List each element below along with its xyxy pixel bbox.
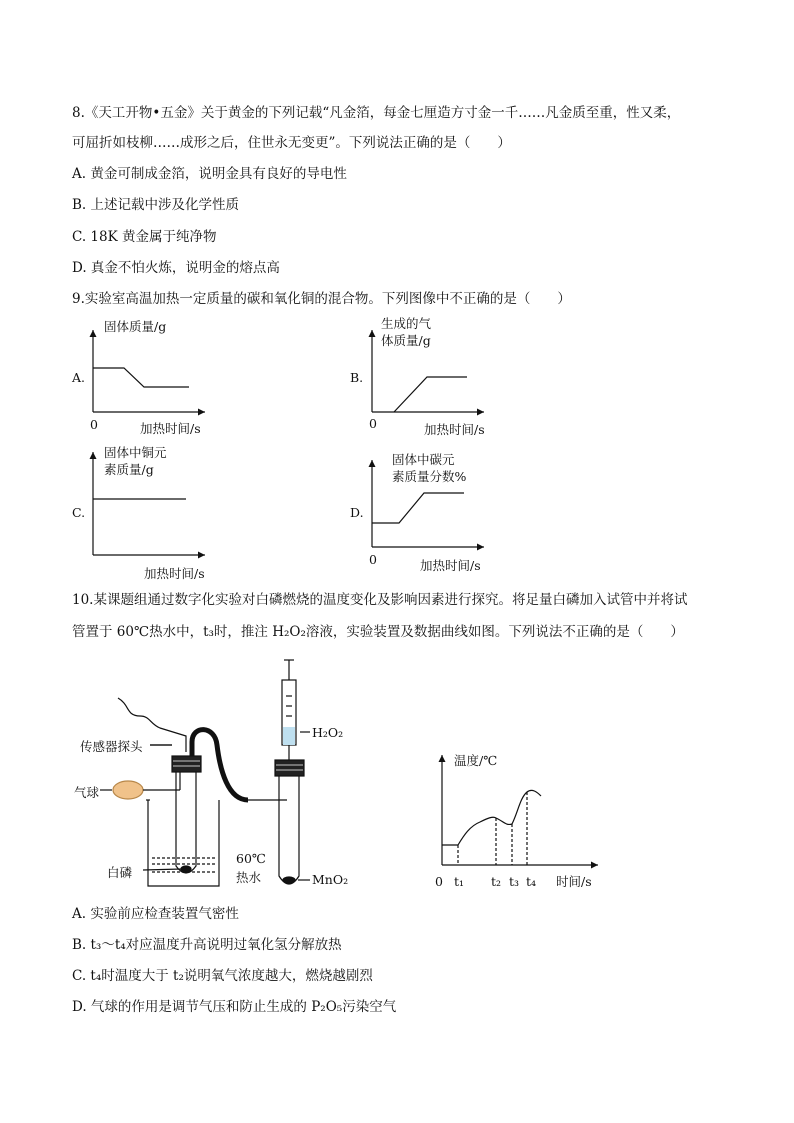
q9-graph-a-xlabel: 加热时间/s	[140, 421, 201, 436]
q9-graph-c-ylabel2: 素质量/g	[104, 462, 154, 477]
q9-graph-b-ylabel2: 体质量/g	[381, 333, 431, 348]
q9-graph-a	[93, 330, 205, 412]
temp-chart-ylabel: 温度/℃	[454, 753, 498, 768]
balloon-label: 气球	[74, 785, 100, 800]
q9-graph-a-option: A.	[72, 370, 86, 385]
q9-graph-b	[372, 330, 484, 412]
q8-option-d: D. 真金不怕火炼，说明金的熔点高	[72, 260, 280, 276]
temp-chart-xlabel: 时间/s	[556, 874, 592, 889]
white-phosphorus-label: 白磷	[107, 865, 133, 880]
q9-graph-c-option: C.	[72, 505, 86, 520]
q9-graph-c-xlabel: 加热时间/s	[144, 566, 205, 581]
tick-t2: t₂	[491, 874, 502, 889]
q9-graph-c	[93, 452, 205, 555]
q8-stem-line2: 可屈折如枝柳……成形之后，住世永无变更”。下列说法正确的是（ ）	[72, 135, 511, 151]
q10-option-b: B. t₃～t₄对应温度升高说明过氧化氢分解放热	[72, 937, 342, 953]
q9-graph-b-xlabel: 加热时间/s	[424, 422, 485, 437]
q9-graph-d-ylabel2: 素质量分数%	[392, 469, 467, 484]
q9-graph-a-origin: 0	[90, 417, 98, 432]
q9-graph-b-option: B.	[350, 370, 364, 385]
mno2-label: MnO₂	[312, 872, 349, 887]
q9-graph-c-ylabel1: 固体中铜元	[104, 445, 167, 460]
q10-stem-line2: 管置于 60℃热水中，t₃时，推注 H₂O₂溶液，实验装置及数据曲线如图。下列说法不正确的是（ ）	[72, 624, 684, 640]
q8-stem-line1: 8.《天工开物•五金》关于黄金的下列记载“凡金箔，每金七厘造方寸金一千……凡金质至重，性又柔，	[72, 105, 681, 121]
q9-graph-d-origin: 0	[369, 552, 377, 567]
q10-apparatus	[100, 660, 310, 886]
q10-option-a: A. 实验前应检查装置气密性	[72, 906, 239, 922]
q9-graph-d-ylabel1: 固体中碳元	[392, 452, 455, 467]
q9-graph-d-xlabel: 加热时间/s	[420, 558, 481, 573]
q9-stem: 9.实验室高温加热一定质量的碳和氧化铜的混合物。下列图像中不正确的是（ ）	[72, 291, 571, 307]
q9-graph-d	[372, 460, 484, 547]
q10-temp-chart	[442, 755, 598, 865]
hot-water-label: 热水	[236, 870, 262, 885]
tick-t4: t₄	[526, 874, 537, 889]
q10-option-d: D. 气球的作用是调节气压和防止生成的 P₂O₅污染空气	[72, 999, 397, 1015]
h2o2-label: H₂O₂	[312, 725, 344, 740]
q9-graph-a-ylabel: 固体质量/g	[104, 319, 167, 334]
q10-stem-line1: 10.某课题组通过数字化实验对白磷燃烧的温度变化及影响因素进行探究。将足量白磷加入试管中并将试	[72, 592, 688, 608]
temp-chart-origin: 0	[435, 874, 443, 889]
tick-t3: t₃	[509, 874, 520, 889]
q9-graph-b-origin: 0	[369, 416, 377, 431]
tick-t1: t₁	[454, 874, 465, 889]
q9-graph-d-option: D.	[350, 505, 364, 520]
q8-option-c: C. 18K 黄金属于纯净物	[72, 229, 217, 245]
q9-graph-b-ylabel1: 生成的气	[381, 316, 432, 331]
q8-option-a: A. 黄金可制成金箔，说明金具有良好的导电性	[72, 166, 347, 182]
sensor-probe-label: 传感器探头	[80, 739, 143, 754]
q8-option-b: B. 上述记载中涉及化学性质	[72, 197, 240, 213]
water-temp-label: 60℃	[236, 851, 266, 866]
q10-option-c: C. t₄时温度大于 t₂说明氧气浓度越大，燃烧越剧烈	[72, 968, 373, 984]
